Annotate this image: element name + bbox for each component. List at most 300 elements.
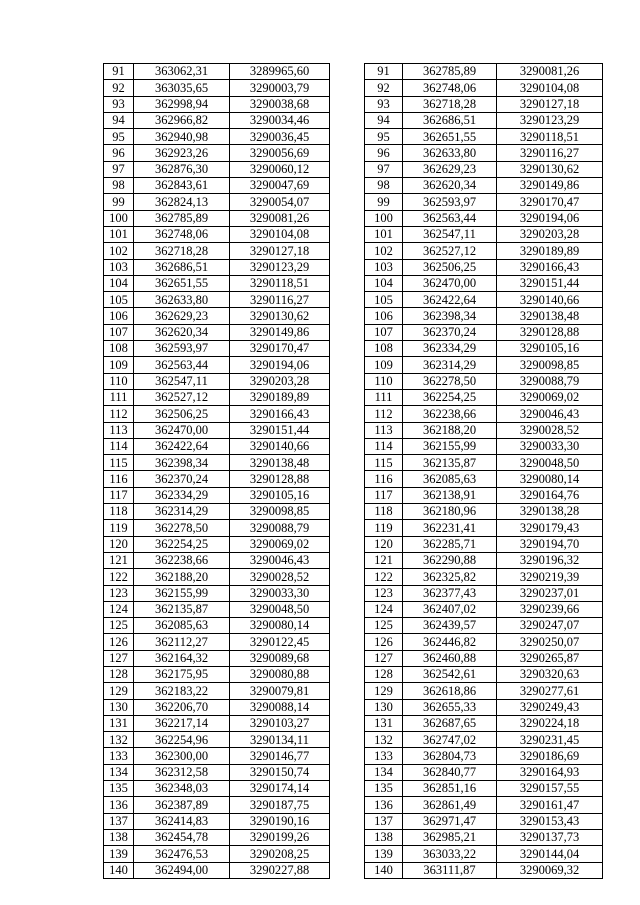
y-coordinate-cell: 3290079,81 — [230, 683, 330, 699]
table-row — [365, 797, 603, 813]
coordinates-table-right — [364, 63, 603, 879]
x-coordinate-cell: 362377,43 — [403, 585, 497, 601]
y-coordinate-cell: 3290036,45 — [230, 129, 330, 145]
point-number-cell: 108 — [365, 341, 403, 357]
y-coordinate-cell: 3290190,16 — [230, 813, 330, 829]
point-number-cell: 120 — [104, 536, 134, 552]
y-coordinate-cell: 3290127,18 — [497, 96, 603, 112]
table-row — [104, 389, 330, 405]
x-coordinate-cell: 362785,89 — [134, 210, 230, 226]
point-number-cell: 135 — [365, 781, 403, 797]
point-number-cell: 135 — [104, 781, 134, 797]
point-number-cell: 105 — [104, 292, 134, 308]
point-number-cell: 113 — [104, 422, 134, 438]
point-number-cell: 92 — [104, 80, 134, 96]
x-coordinate-cell: 362851,16 — [403, 781, 497, 797]
y-coordinate-cell: 3290194,06 — [497, 210, 603, 226]
x-coordinate-cell: 362527,12 — [403, 243, 497, 259]
y-coordinate-cell: 3290144,04 — [497, 846, 603, 862]
table-row — [104, 504, 330, 520]
table-row — [365, 194, 603, 210]
table-row — [365, 666, 603, 682]
x-coordinate-cell: 362470,00 — [134, 422, 230, 438]
point-number-cell: 123 — [365, 585, 403, 601]
x-coordinate-cell: 362506,25 — [134, 406, 230, 422]
point-number-cell: 134 — [365, 764, 403, 780]
table-row — [104, 569, 330, 585]
y-coordinate-cell: 3290128,88 — [230, 471, 330, 487]
point-number-cell: 111 — [365, 389, 403, 405]
point-number-cell: 118 — [365, 504, 403, 520]
x-coordinate-cell: 363111,87 — [403, 862, 497, 878]
point-number-cell: 139 — [104, 846, 134, 862]
y-coordinate-cell: 3290088,79 — [230, 520, 330, 536]
y-coordinate-cell: 3290194,06 — [230, 357, 330, 373]
x-coordinate-cell: 362506,25 — [403, 259, 497, 275]
table-row — [365, 748, 603, 764]
x-coordinate-cell: 362254,25 — [403, 389, 497, 405]
y-coordinate-cell: 3290116,27 — [497, 145, 603, 161]
point-number-cell: 95 — [104, 129, 134, 145]
table-row — [104, 373, 330, 389]
point-number-cell: 107 — [104, 324, 134, 340]
x-coordinate-cell: 362370,24 — [134, 471, 230, 487]
x-coordinate-cell: 362085,63 — [403, 471, 497, 487]
x-coordinate-cell: 362747,02 — [403, 732, 497, 748]
x-coordinate-cell: 362527,12 — [134, 389, 230, 405]
point-number-cell: 137 — [104, 813, 134, 829]
point-number-cell: 116 — [104, 471, 134, 487]
x-coordinate-cell: 362629,23 — [134, 308, 230, 324]
x-coordinate-cell: 362542,61 — [403, 666, 497, 682]
y-coordinate-cell: 3290164,76 — [497, 487, 603, 503]
y-coordinate-cell: 3290104,08 — [497, 80, 603, 96]
x-coordinate-cell: 362112,27 — [134, 634, 230, 650]
table-row — [365, 259, 603, 275]
point-number-cell: 116 — [365, 471, 403, 487]
x-coordinate-cell: 362748,06 — [134, 226, 230, 242]
y-coordinate-cell: 3290069,02 — [230, 536, 330, 552]
table-row — [104, 341, 330, 357]
point-number-cell: 119 — [365, 520, 403, 536]
table-row — [104, 748, 330, 764]
x-coordinate-cell: 362470,00 — [403, 275, 497, 291]
table-row — [104, 666, 330, 682]
point-number-cell: 91 — [365, 64, 403, 80]
x-coordinate-cell: 362620,34 — [403, 178, 497, 194]
x-coordinate-cell: 362460,88 — [403, 650, 497, 666]
y-coordinate-cell: 3290189,89 — [230, 389, 330, 405]
point-number-cell: 110 — [365, 373, 403, 389]
table-row — [365, 699, 603, 715]
table-row — [365, 683, 603, 699]
table-row — [104, 846, 330, 862]
x-coordinate-cell: 362840,77 — [403, 764, 497, 780]
x-coordinate-cell: 362547,11 — [403, 226, 497, 242]
table-row — [365, 275, 603, 291]
y-coordinate-cell: 3290170,47 — [230, 341, 330, 357]
table-row — [365, 112, 603, 128]
x-coordinate-cell: 362183,22 — [134, 683, 230, 699]
point-number-cell: 113 — [365, 422, 403, 438]
y-coordinate-cell: 3290033,30 — [497, 438, 603, 454]
y-coordinate-cell: 3290149,86 — [497, 178, 603, 194]
x-coordinate-cell: 362422,64 — [403, 292, 497, 308]
y-coordinate-cell: 3290081,26 — [230, 210, 330, 226]
point-number-cell: 95 — [365, 129, 403, 145]
point-number-cell: 125 — [104, 618, 134, 634]
y-coordinate-cell: 3290134,11 — [230, 732, 330, 748]
table-row — [365, 341, 603, 357]
y-coordinate-cell: 3290088,14 — [230, 699, 330, 715]
x-coordinate-cell: 363062,31 — [134, 64, 230, 80]
point-number-cell: 132 — [365, 732, 403, 748]
y-coordinate-cell: 3290028,52 — [230, 569, 330, 585]
point-number-cell: 99 — [365, 194, 403, 210]
y-coordinate-cell: 3290116,27 — [230, 292, 330, 308]
point-number-cell: 122 — [104, 569, 134, 585]
y-coordinate-cell: 3290208,25 — [230, 846, 330, 862]
y-coordinate-cell: 3290224,18 — [497, 715, 603, 731]
x-coordinate-cell: 362861,49 — [403, 797, 497, 813]
x-coordinate-cell: 362876,30 — [134, 161, 230, 177]
table-row — [365, 536, 603, 552]
point-number-cell: 104 — [365, 275, 403, 291]
x-coordinate-cell: 362085,63 — [134, 618, 230, 634]
x-coordinate-cell: 362748,06 — [403, 80, 497, 96]
y-coordinate-cell: 3290105,16 — [497, 341, 603, 357]
x-coordinate-cell: 362620,34 — [134, 324, 230, 340]
point-number-cell: 138 — [365, 829, 403, 845]
x-coordinate-cell: 362651,55 — [403, 129, 497, 145]
y-coordinate-cell: 3290130,62 — [497, 161, 603, 177]
table-row — [104, 455, 330, 471]
table-row — [104, 178, 330, 194]
table-row — [365, 487, 603, 503]
point-number-cell: 127 — [365, 650, 403, 666]
y-coordinate-cell: 3290166,43 — [230, 406, 330, 422]
y-coordinate-cell: 3290118,51 — [497, 129, 603, 145]
point-number-cell: 93 — [104, 96, 134, 112]
y-coordinate-cell: 3290122,45 — [230, 634, 330, 650]
point-number-cell: 109 — [365, 357, 403, 373]
table-row — [365, 846, 603, 862]
table-row — [365, 373, 603, 389]
x-coordinate-cell: 362164,32 — [134, 650, 230, 666]
x-coordinate-cell: 362278,50 — [403, 373, 497, 389]
y-coordinate-cell: 3290153,43 — [497, 813, 603, 829]
x-coordinate-cell: 362494,00 — [134, 862, 230, 878]
y-coordinate-cell: 3290080,88 — [230, 666, 330, 682]
y-coordinate-cell: 3290151,44 — [230, 422, 330, 438]
x-coordinate-cell: 362155,99 — [134, 585, 230, 601]
x-coordinate-cell: 362348,03 — [134, 781, 230, 797]
x-coordinate-cell: 362285,71 — [403, 536, 497, 552]
table-row — [365, 324, 603, 340]
y-coordinate-cell: 3290047,69 — [230, 178, 330, 194]
table-row — [104, 80, 330, 96]
y-coordinate-cell: 3290128,88 — [497, 324, 603, 340]
x-coordinate-cell: 362998,94 — [134, 96, 230, 112]
point-number-cell: 105 — [365, 292, 403, 308]
table-row — [104, 634, 330, 650]
x-coordinate-cell: 362971,47 — [403, 813, 497, 829]
y-coordinate-cell: 3290179,43 — [497, 520, 603, 536]
y-coordinate-cell: 3290174,14 — [230, 781, 330, 797]
y-coordinate-cell: 3290237,01 — [497, 585, 603, 601]
point-number-cell: 94 — [365, 112, 403, 128]
x-coordinate-cell: 362254,25 — [134, 536, 230, 552]
table-row — [365, 569, 603, 585]
x-coordinate-cell: 362188,20 — [403, 422, 497, 438]
y-coordinate-cell: 3290080,14 — [230, 618, 330, 634]
y-coordinate-cell: 3290060,12 — [230, 161, 330, 177]
table-row — [104, 422, 330, 438]
x-coordinate-cell: 362547,11 — [134, 373, 230, 389]
point-number-cell: 98 — [365, 178, 403, 194]
table-row — [365, 357, 603, 373]
y-coordinate-cell: 3290199,26 — [230, 829, 330, 845]
table-row — [365, 601, 603, 617]
table-row — [104, 829, 330, 845]
table-row — [104, 357, 330, 373]
table-row — [104, 797, 330, 813]
point-number-cell: 91 — [104, 64, 134, 80]
point-number-cell: 92 — [365, 80, 403, 96]
point-number-cell: 93 — [365, 96, 403, 112]
table-row — [104, 210, 330, 226]
table-row — [104, 536, 330, 552]
y-coordinate-cell: 3290098,85 — [230, 504, 330, 520]
point-number-cell: 104 — [104, 275, 134, 291]
y-coordinate-cell: 3290046,43 — [230, 552, 330, 568]
point-number-cell: 139 — [365, 846, 403, 862]
x-coordinate-cell: 362843,61 — [134, 178, 230, 194]
table-row — [365, 520, 603, 536]
point-number-cell: 131 — [365, 715, 403, 731]
x-coordinate-cell: 362407,02 — [403, 601, 497, 617]
y-coordinate-cell: 3290277,61 — [497, 683, 603, 699]
y-coordinate-cell: 3290080,14 — [497, 471, 603, 487]
x-coordinate-cell: 362290,88 — [403, 552, 497, 568]
table-row — [104, 650, 330, 666]
point-number-cell: 124 — [365, 601, 403, 617]
y-coordinate-cell: 3290203,28 — [230, 373, 330, 389]
x-coordinate-cell: 362175,95 — [134, 666, 230, 682]
x-coordinate-cell: 362254,96 — [134, 732, 230, 748]
x-coordinate-cell: 362655,33 — [403, 699, 497, 715]
x-coordinate-cell: 362422,64 — [134, 438, 230, 454]
point-number-cell: 136 — [365, 797, 403, 813]
x-coordinate-cell: 362718,28 — [134, 243, 230, 259]
x-coordinate-cell: 362563,44 — [134, 357, 230, 373]
y-coordinate-cell: 3290137,73 — [497, 829, 603, 845]
point-number-cell: 98 — [104, 178, 134, 194]
y-coordinate-cell: 3290048,50 — [497, 455, 603, 471]
table-row — [104, 552, 330, 568]
point-number-cell: 114 — [104, 438, 134, 454]
x-coordinate-cell: 362217,14 — [134, 715, 230, 731]
x-coordinate-cell: 362188,20 — [134, 569, 230, 585]
x-coordinate-cell: 362231,41 — [403, 520, 497, 536]
y-coordinate-cell: 3290239,66 — [497, 601, 603, 617]
y-coordinate-cell: 3290138,48 — [230, 455, 330, 471]
y-coordinate-cell: 3290149,86 — [230, 324, 330, 340]
x-coordinate-cell: 362138,91 — [403, 487, 497, 503]
table-row — [365, 96, 603, 112]
table-row — [365, 634, 603, 650]
table-row — [365, 618, 603, 634]
x-coordinate-cell: 362966,82 — [134, 112, 230, 128]
table-row — [365, 129, 603, 145]
point-number-cell: 100 — [104, 210, 134, 226]
y-coordinate-cell: 3290203,28 — [497, 226, 603, 242]
x-coordinate-cell: 362804,73 — [403, 748, 497, 764]
table-row — [104, 406, 330, 422]
y-coordinate-cell: 3290069,32 — [497, 862, 603, 878]
point-number-cell: 129 — [365, 683, 403, 699]
point-number-cell: 123 — [104, 585, 134, 601]
point-number-cell: 97 — [104, 161, 134, 177]
table-row — [365, 80, 603, 96]
point-number-cell: 103 — [365, 259, 403, 275]
table-row — [365, 226, 603, 242]
table-row — [104, 732, 330, 748]
x-coordinate-cell: 362155,99 — [403, 438, 497, 454]
table-row — [104, 764, 330, 780]
table-row — [104, 715, 330, 731]
x-coordinate-cell: 362334,29 — [134, 487, 230, 503]
table-row — [104, 112, 330, 128]
y-coordinate-cell: 3290231,45 — [497, 732, 603, 748]
table-row — [365, 243, 603, 259]
point-number-cell: 110 — [104, 373, 134, 389]
table-row — [365, 732, 603, 748]
table-row — [104, 194, 330, 210]
table-row — [104, 324, 330, 340]
y-coordinate-cell: 3290157,55 — [497, 781, 603, 797]
y-coordinate-cell: 3290089,68 — [230, 650, 330, 666]
point-number-cell: 127 — [104, 650, 134, 666]
y-coordinate-cell: 3290028,52 — [497, 422, 603, 438]
point-number-cell: 126 — [104, 634, 134, 650]
point-number-cell: 108 — [104, 341, 134, 357]
x-coordinate-cell: 362387,89 — [134, 797, 230, 813]
y-coordinate-cell: 3290123,29 — [230, 259, 330, 275]
x-coordinate-cell: 362687,65 — [403, 715, 497, 731]
table-row — [365, 161, 603, 177]
x-coordinate-cell: 362334,29 — [403, 341, 497, 357]
table-row — [104, 259, 330, 275]
point-number-cell: 99 — [104, 194, 134, 210]
table-row — [104, 145, 330, 161]
table-row — [365, 862, 603, 878]
x-coordinate-cell: 362985,21 — [403, 829, 497, 845]
y-coordinate-cell: 3290196,32 — [497, 552, 603, 568]
point-number-cell: 111 — [104, 389, 134, 405]
table-row — [104, 64, 330, 80]
y-coordinate-cell: 3290250,07 — [497, 634, 603, 650]
point-number-cell: 103 — [104, 259, 134, 275]
x-coordinate-cell: 362314,29 — [134, 504, 230, 520]
table-row — [365, 552, 603, 568]
x-coordinate-cell: 362785,89 — [403, 64, 497, 80]
point-number-cell: 101 — [104, 226, 134, 242]
table-row — [365, 455, 603, 471]
table-row — [365, 829, 603, 845]
x-coordinate-cell: 362563,44 — [403, 210, 497, 226]
x-coordinate-cell: 362135,87 — [403, 455, 497, 471]
y-coordinate-cell: 3289965,60 — [230, 64, 330, 80]
table-row — [104, 813, 330, 829]
point-number-cell: 96 — [365, 145, 403, 161]
x-coordinate-cell: 362593,97 — [134, 341, 230, 357]
x-coordinate-cell: 362476,53 — [134, 846, 230, 862]
table-row — [365, 781, 603, 797]
point-number-cell: 118 — [104, 504, 134, 520]
table-row — [365, 210, 603, 226]
point-number-cell: 129 — [104, 683, 134, 699]
point-number-cell: 102 — [104, 243, 134, 259]
y-coordinate-cell: 3290249,43 — [497, 699, 603, 715]
table-row — [365, 715, 603, 731]
table-row — [104, 618, 330, 634]
x-coordinate-cell: 362618,86 — [403, 683, 497, 699]
table-row — [104, 585, 330, 601]
table-row — [104, 601, 330, 617]
y-coordinate-cell: 3290227,88 — [230, 862, 330, 878]
x-coordinate-cell: 362314,29 — [403, 357, 497, 373]
point-number-cell: 94 — [104, 112, 134, 128]
x-coordinate-cell: 362439,57 — [403, 618, 497, 634]
point-number-cell: 131 — [104, 715, 134, 731]
y-coordinate-cell: 3290104,08 — [230, 226, 330, 242]
y-coordinate-cell: 3290098,85 — [497, 357, 603, 373]
point-number-cell: 128 — [365, 666, 403, 682]
y-coordinate-cell: 3290034,46 — [230, 112, 330, 128]
point-number-cell: 112 — [104, 406, 134, 422]
point-number-cell: 106 — [365, 308, 403, 324]
y-coordinate-cell: 3290194,70 — [497, 536, 603, 552]
x-coordinate-cell: 362454,78 — [134, 829, 230, 845]
point-number-cell: 140 — [104, 862, 134, 878]
table-row — [365, 650, 603, 666]
y-coordinate-cell: 3290138,28 — [497, 504, 603, 520]
point-number-cell: 119 — [104, 520, 134, 536]
point-number-cell: 136 — [104, 797, 134, 813]
x-coordinate-cell: 362633,80 — [134, 292, 230, 308]
y-coordinate-cell: 3290150,74 — [230, 764, 330, 780]
y-coordinate-cell: 3290166,43 — [497, 259, 603, 275]
table-row — [365, 504, 603, 520]
point-number-cell: 126 — [365, 634, 403, 650]
y-coordinate-cell: 3290054,07 — [230, 194, 330, 210]
y-coordinate-cell: 3290247,07 — [497, 618, 603, 634]
y-coordinate-cell: 3290081,26 — [497, 64, 603, 80]
table-row — [365, 308, 603, 324]
y-coordinate-cell: 3290151,44 — [497, 275, 603, 291]
y-coordinate-cell: 3290140,66 — [497, 292, 603, 308]
point-number-cell: 117 — [365, 487, 403, 503]
y-coordinate-cell: 3290186,69 — [497, 748, 603, 764]
y-coordinate-cell: 3290038,68 — [230, 96, 330, 112]
y-coordinate-cell: 3290003,79 — [230, 80, 330, 96]
point-number-cell: 106 — [104, 308, 134, 324]
point-number-cell: 97 — [365, 161, 403, 177]
table-row — [365, 178, 603, 194]
point-number-cell: 130 — [365, 699, 403, 715]
point-number-cell: 114 — [365, 438, 403, 454]
